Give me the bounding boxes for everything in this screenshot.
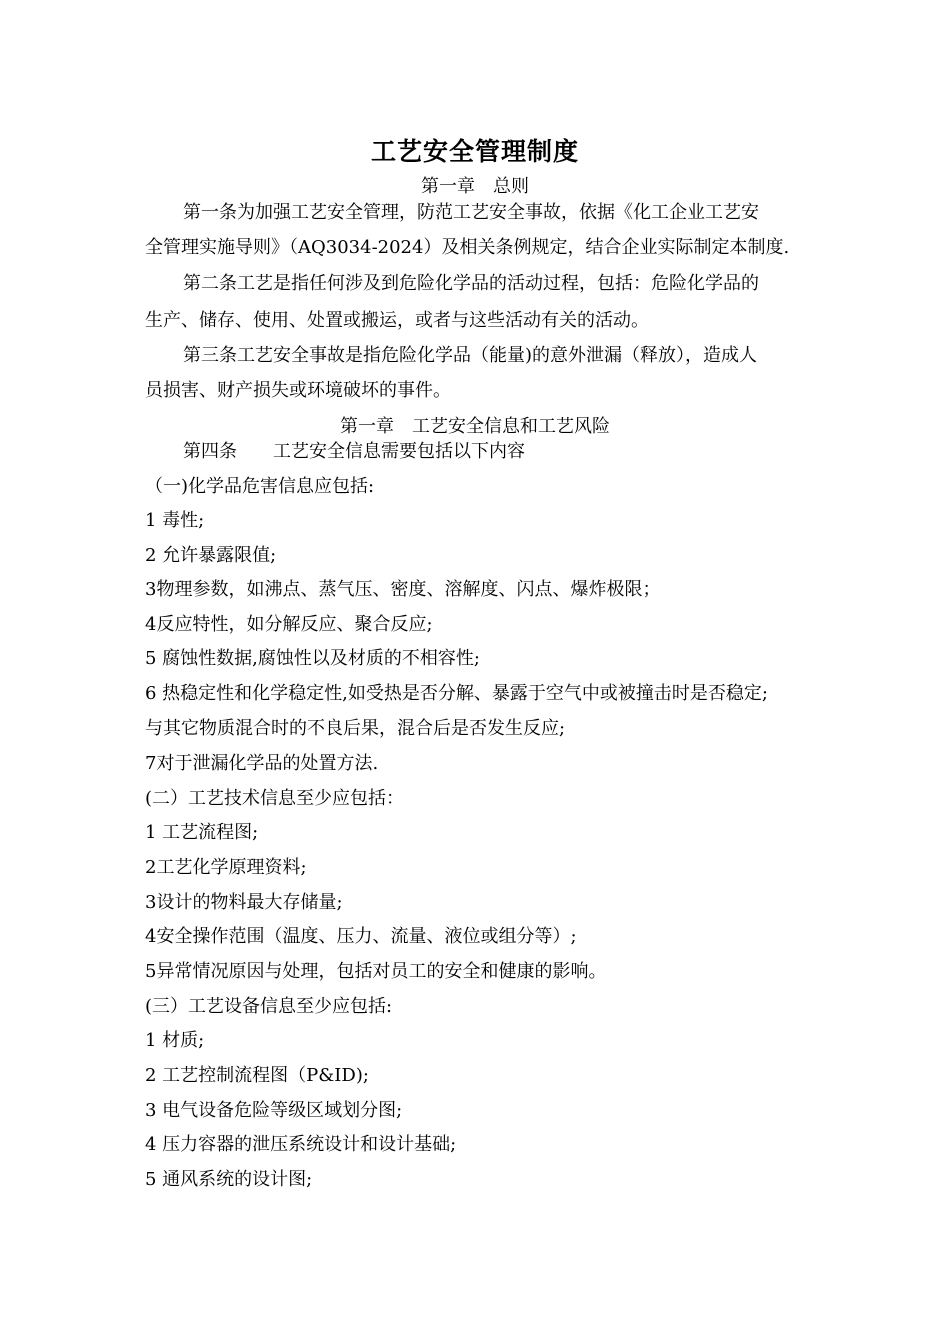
list-item: 3 电气设备危险等级区域划分图; (145, 1100, 403, 1121)
list-item: 4安全操作范围（温度、压力、流量、液位或组分等）; (145, 926, 577, 947)
list-item: 5 腐蚀性数据,腐蚀性以及材质的不相容性; (145, 648, 480, 669)
list-item: 4反应特性，如分解反应、聚合反应; (145, 614, 433, 635)
article-4-line: 第四条 工艺安全信息需要包括以下内容 (183, 441, 525, 462)
article-3-line-2: 员损害、财产损失或环境破坏的事件。 (145, 380, 451, 401)
article-1-line-2: 全管理实施导则》（AQ3034-2024）及相关条例规定，结合企业实际制定本制度. (145, 237, 790, 258)
chapter-1-heading: 第一章 总则 (421, 176, 529, 197)
list-item: 4 压力容器的泄压系统设计和设计基础; (145, 1134, 457, 1155)
chapter-2-heading: 第一章 工艺安全信息和工艺风险 (340, 416, 610, 437)
list-item: 2工艺化学原理资料; (145, 857, 307, 878)
list-item: 2 允许暴露限值; (145, 545, 277, 566)
article-2-line-1: 第二条工艺是指任何涉及到危险化学品的活动过程，包括：危险化学品的 (183, 273, 759, 294)
list-item: (三）工艺设备信息至少应包括: (145, 996, 393, 1017)
list-item: 6 热稳定性和化学稳定性,如受热是否分解、暴露于空气中或被撞击时是否稳定; (145, 683, 768, 704)
list-item: 3设计的物料最大存储量; (145, 892, 343, 913)
article-2-line-2: 生产、储存、使用、处置或搬运，或者与这些活动有关的活动。 (145, 310, 649, 331)
list-item: 与其它物质混合时的不良后果，混合后是否发生反应; (145, 718, 566, 739)
list-item: (二）工艺技术信息至少应包括： (145, 788, 405, 809)
list-item: （一)化学品危害信息应包括: (145, 476, 375, 497)
list-item: 7对于泄漏化学品的处置方法. (145, 753, 379, 774)
list-item: 1 毒性; (145, 510, 205, 531)
list-item: 3物理参数，如沸点、蒸气压、密度、溶解度、闪点、爆炸极限； (145, 579, 661, 600)
list-item: 1 工艺流程图; (145, 822, 259, 843)
list-item: 5异常情况原因与处理，包括对员工的安全和健康的影响。 (145, 961, 607, 982)
list-item: 1 材质; (145, 1030, 205, 1051)
document-title: 工艺安全管理制度 (370, 137, 579, 166)
list-item: 2 工艺控制流程图（P&ID); (145, 1065, 369, 1086)
article-1-line-1: 第一条为加强工艺安全管理，防范工艺安全事故，依据《化工企业工艺安 (183, 202, 759, 223)
article-3-line-1: 第三条工艺安全事故是指危险化学品（能量)的意外泄漏（释放），造成人 (183, 345, 758, 366)
list-item: 5 通风系统的设计图; (145, 1169, 313, 1190)
